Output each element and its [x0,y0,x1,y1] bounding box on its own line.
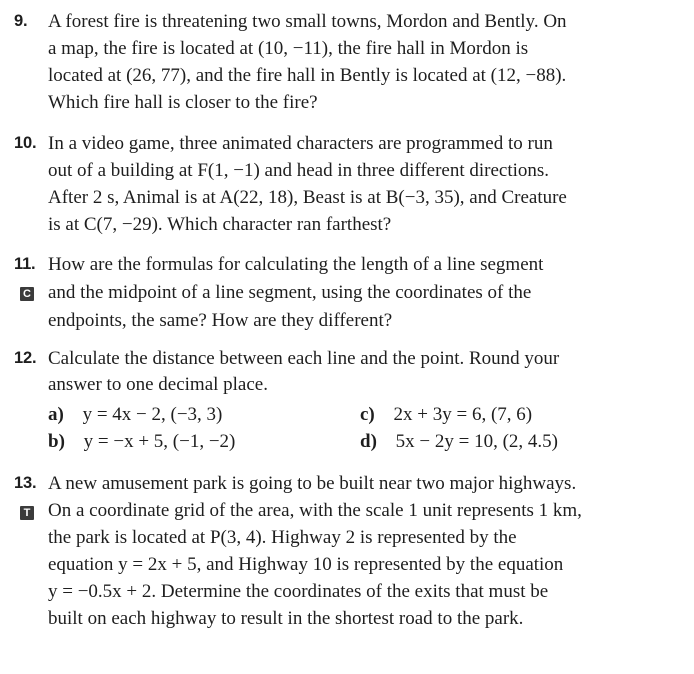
problem-number: 9. [14,12,28,30]
problem-part-c [360,403,532,427]
problem-number: 11. [14,255,36,273]
problem-text-line: After 2 s, Animal is at A(22, 18), Beast is at B(−3, 35), and Creature [48,187,567,208]
problem-text-line: endpoints, the same? How are they different? [48,310,393,331]
problem-number: 12. [14,349,37,367]
problem-text-line: built on each highway to result in the shortest road to the park. [48,608,524,629]
problem-number: 10. [14,134,37,152]
problem-text-line: out of a building at F(1, −1) and head in three different directions. [48,160,550,181]
problem-text-line: y = −0.5x + 2. Determine the coordinates of the exits that must be [48,581,549,602]
communication-badge-icon: C [20,287,34,301]
problem-text-line: a map, the fire is located at (10, −11), the fire hall in Mordon is [48,38,529,59]
problem-text-line: On a coordinate grid of the area, with the scale 1 unit represents 1 km, [48,500,582,521]
problem-part-d [360,430,558,454]
problem-text-line: Which fire hall is closer to the fire? [48,92,318,113]
problem-text-line: equation y = 2x + 5, and Highway 10 is represented by the equation [48,554,564,575]
problem-text-line: answer to one decimal place. [48,374,268,395]
problem-text-line: A forest fire is threatening two small towns, Mordon and Bently. On [48,11,567,32]
part-text: 5x − 2y = 10, (2, 4.5) [395,431,558,452]
problem-text-line: How are the formulas for calculating the length of a line segment [48,254,544,275]
problem-number: 13. [14,474,37,492]
part-label: d) [360,431,377,452]
problem-part-b [48,430,235,454]
problem-text-line: Calculate the distance between each line and the point. Round your [48,348,560,369]
part-text: 2x + 3y = 6, (7, 6) [393,404,533,425]
part-text: y = 4x − 2, (−3, 3) [82,404,223,425]
part-label: c) [360,404,375,425]
part-text: y = −x + 5, (−1, −2) [83,431,236,452]
problem-text-line: and the midpoint of a line segment, using the coordinates of the [48,282,532,303]
part-label: b) [48,431,65,452]
problem-text-line: A new amusement park is going to be built near two major highways. [48,473,577,494]
problem-part-a [48,403,222,427]
problem-text-line: the park is located at P(3, 4). Highway 2 is represented by the [48,527,517,548]
problem-text-line: located at (26, 77), and the fire hall in Bently is located at (12, −88). [48,65,567,86]
thinking-badge-icon: T [20,506,34,520]
problem-text-line: In a video game, three animated characters are programmed to run [48,133,553,154]
problem-text-line: is at C(7, −29). Which character ran farthest? [48,214,392,235]
part-label: a) [48,404,64,425]
